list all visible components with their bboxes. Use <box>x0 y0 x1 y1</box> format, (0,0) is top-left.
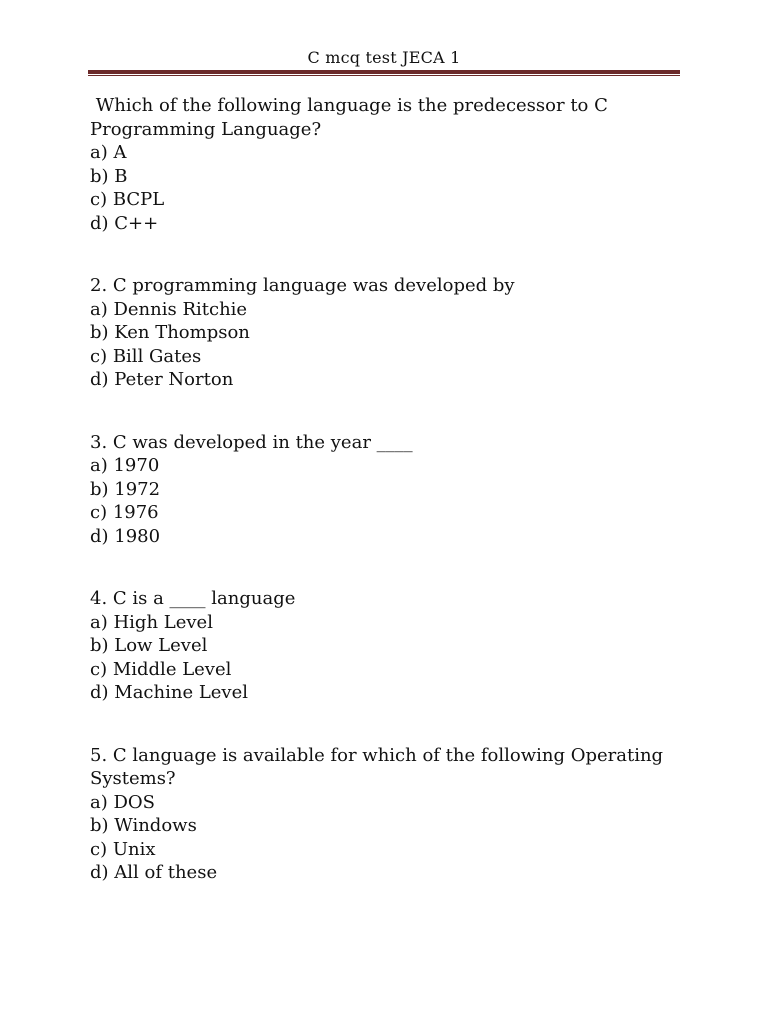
question-text: 4. C is a ____ language <box>90 588 296 609</box>
answer-option: b) Low Level <box>90 635 208 656</box>
question-3 <box>90 431 690 549</box>
question-4 <box>90 587 690 705</box>
answer-option: c) Middle Level <box>90 658 232 680</box>
answer-option: d) C++ <box>90 212 159 234</box>
answer-option: a) Dennis Ritchie <box>90 298 248 320</box>
option-list <box>90 298 690 392</box>
answer-option: d) Machine Level <box>90 682 249 703</box>
answer-option: c) 1976 <box>90 502 159 523</box>
answer-option: d) Peter Norton <box>90 369 234 390</box>
answer-option: d) 1980 <box>90 525 161 547</box>
answer-option: a) High Level <box>90 611 213 633</box>
page-title: C mcq test JECA 1 <box>307 48 461 67</box>
question-text: Which of the following language is the predecessor to C Programming Language? <box>90 95 614 140</box>
option-list <box>90 611 690 705</box>
question-text: 3. C was developed in the year ____ <box>90 431 413 453</box>
header-divider-thin <box>88 75 680 76</box>
option-list <box>90 791 690 885</box>
answer-option: a) A <box>90 142 127 163</box>
header-divider <box>88 70 680 77</box>
answer-option: c) BCPL <box>90 189 165 210</box>
question-text: 2. C programming language was developed by <box>90 275 515 296</box>
header-divider-thick <box>88 70 680 74</box>
question-text: 5. C language is available for which of the following Operating Systems? <box>90 744 669 789</box>
answer-option: a) DOS <box>90 791 155 813</box>
question-list <box>90 94 690 924</box>
question-5 <box>90 744 690 885</box>
answer-option: b) Ken Thompson <box>90 322 250 343</box>
answer-option: d) All of these <box>90 862 218 883</box>
answer-option: c) Bill Gates <box>90 345 202 367</box>
question-2 <box>90 274 690 392</box>
answer-option: c) Unix <box>90 838 156 860</box>
question-1 <box>90 94 690 235</box>
option-list <box>90 141 690 235</box>
answer-option: a) 1970 <box>90 455 160 476</box>
option-list <box>90 454 690 548</box>
answer-option: b) 1972 <box>90 478 161 500</box>
answer-option: b) B <box>90 165 128 187</box>
answer-option: b) Windows <box>90 815 197 836</box>
